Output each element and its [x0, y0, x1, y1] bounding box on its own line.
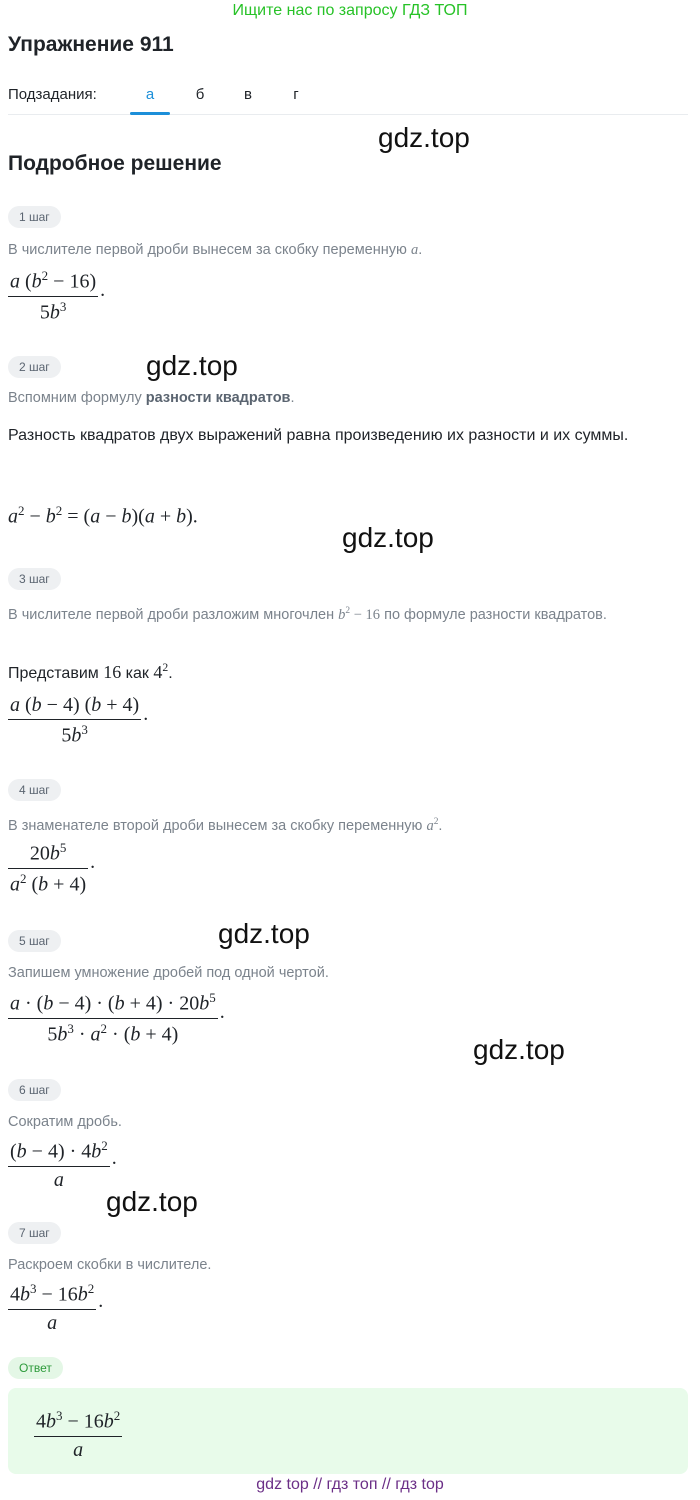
tab-g[interactable]: г: [293, 86, 299, 103]
watermark: gdz.top: [146, 350, 238, 381]
step-badge-3: 3 шаг: [8, 568, 61, 590]
step-1-text: В числителе первой дроби вынесем за скобку переменную a.: [8, 242, 423, 258]
step-3-text: В числителе первой дроби разложим многочлен $b^2 - 16$ по формуле разности квадратов.: [8, 606, 607, 623]
watermark: gdz.top: [106, 1186, 198, 1217]
step-6-text: Сократим дробь.: [8, 1114, 122, 1130]
footer-links[interactable]: gdz top // гдз топ // гдз top: [256, 1476, 444, 1493]
watermark: gdz.top: [342, 522, 434, 553]
tab-v[interactable]: в: [244, 86, 252, 103]
step-2-formula: $a^2 - b^2 = (a - b)(a + b)$.: [8, 503, 198, 528]
subtasks-label: Подзадания:: [8, 86, 97, 103]
section-title: Подробное решение: [8, 152, 222, 175]
step-badge-6: 6 шаг: [8, 1079, 61, 1101]
promo-banner[interactable]: Ищите нас по запросу ГДЗ ТОП: [232, 2, 468, 19]
answer-badge: Ответ: [8, 1357, 63, 1379]
step-3-note: Представим 16 как $4^2$.: [8, 661, 173, 682]
step-2-rule: Разность квадратов двух выражений равна произведению их разности и их суммы.: [8, 427, 629, 444]
step-7-text: Раскроем скобки в числителе.: [8, 1257, 212, 1273]
step-badge-7: 7 шаг: [8, 1222, 61, 1244]
answer-formula: $\frac{4b^3 - 16b^2}{a}$: [36, 1408, 121, 1461]
step-4-formula: $\frac{20b^5}{a^2 (b + 4)}$ .: [10, 840, 96, 896]
step-badge-2: 2 шаг: [8, 356, 61, 378]
step-6-formula: $\frac{(b - 4) \cdot 4b^2}{a}$ .: [10, 1138, 117, 1191]
step-3-formula: $\frac{a (b - 4) (b + 4)}{5b^3}$ .: [10, 694, 149, 747]
step-badge-5: 5 шаг: [8, 930, 61, 952]
tabs-divider: [8, 114, 688, 115]
watermark: gdz.top: [218, 918, 310, 949]
step-7-formula: $\frac{4b^3 - 16b^2}{a}$ .: [10, 1281, 104, 1334]
tab-b[interactable]: б: [195, 86, 205, 103]
step-2-text: Вспомним формулу разности квадратов.: [8, 390, 295, 406]
tab-a[interactable]: а: [145, 86, 155, 103]
step-1-formula: $\frac{a (b^2 - 16)}{5b^3}$ .: [10, 268, 106, 324]
step-4-text: В знаменателе второй дроби вынесем за скобку переменную $a^2$.: [8, 817, 443, 834]
page-title: Упражнение 911: [8, 33, 174, 56]
watermark: gdz.top: [473, 1034, 565, 1065]
step-badge-4: 4 шаг: [8, 779, 61, 801]
watermark: gdz.top: [378, 122, 470, 153]
step-badge-1: 1 шаг: [8, 206, 61, 228]
active-tab-indicator: [130, 112, 170, 115]
step-5-formula: $\frac{a \cdot (b - 4) \cdot (b + 4) \cdot 20b^5}{5b^3 \cdot a^2 \cdot (b + 4)}$ .: [10, 990, 225, 1046]
step-5-text: Запишем умножение дробей под одной чертой.: [8, 965, 329, 981]
